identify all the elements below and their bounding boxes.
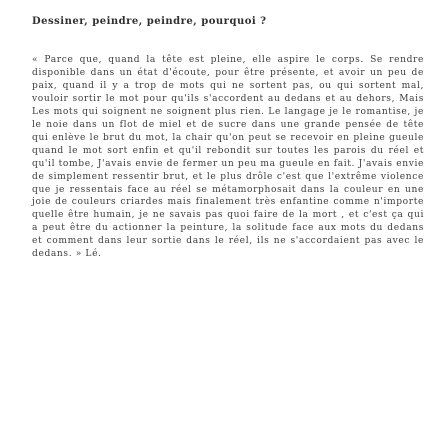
page-title: Dessiner, peindre, peindre, pourquoi ? xyxy=(32,16,267,27)
body-paragraph: « Parce que, quand la tête est pleine, elle aspire le corps. Se rendre disponible dans un état d'écoute, pour être présente, et avoir un peu de paix, quand il y a trop de mots qui ne sortent pas, ou qui sortent mal, vouloir sortir le mot pour qu'ils s'accordent au dedans et au dehors, Mais Les mots qui soignent ne soignent plus rien. Le langage je le romantise, je le noie dans un flot de miel et de sucre dans une grande pensée de tête qui enlève le brut du mot, la chair qu'on peut se recevoir en pleine gueule quand le mot sort enfin et qu'il rebondit sur toutes les parois du réel et qu'il tombe, J'avais envie de fermer un peu ma gueule en fait. J'avais envie de simplement ressentir brut, et le plus drôle c'est que l'extrême violence que je ressentais face au réel se métamorphosait dans la couleur en une joie de couleurs criardes mais finalement très enfantine comme n'importe quelle être humain, je ne savais pas quoi faire de la mort , et c'est ça qui a peut être du actionner la peinture, la solitude face aux mots du dedans et comment dans leur sortie dans le réel, ils ne s'accordaient pas avec le dedans. » Lé. xyxy=(32,55,424,260)
